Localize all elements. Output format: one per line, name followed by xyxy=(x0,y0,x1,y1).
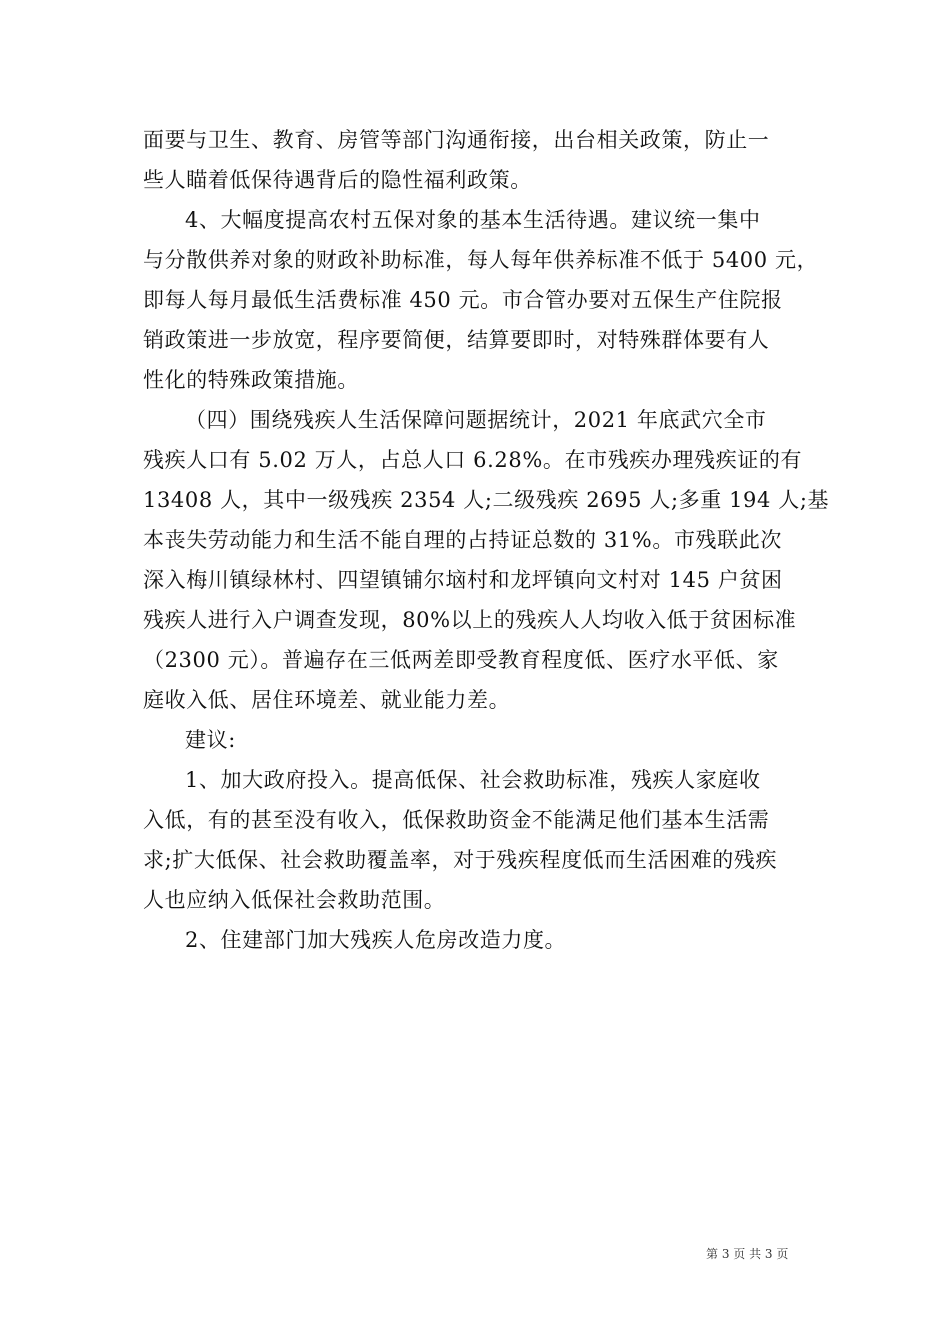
text-line-15: 庭收入低、居住环境差、就业能力差。 xyxy=(143,688,511,712)
text-line-21: 2、住建部门加大残疾人危房改造力度。 xyxy=(185,928,567,952)
text-line-18: 入低，有的甚至没有收入，低保救助资金不能满足他们基本生活需 xyxy=(143,808,770,832)
text-line-14: （2300 元）。普遍存在三低两差即受教育程度低、医疗水平低、家 xyxy=(143,648,779,672)
text-line-3: 4、大幅度提高农村五保对象的基本生活待遇。建议统一集中 xyxy=(185,208,761,232)
text-line-6: 销政策进一步放宽，程序要简便，结算要即时，对特殊群体要有人 xyxy=(143,328,770,352)
document-body xyxy=(143,120,830,960)
text-line-5: 即每人每月最低生活费标准 450 元。市合管办要对五保生产住院报 xyxy=(143,288,783,312)
text-line-17: 1、加大政府投入。提高低保、社会救助标准，残疾人家庭收 xyxy=(185,768,761,792)
text-line-2: 些人瞄着低保待遇背后的隐性福利政策。 xyxy=(143,168,532,192)
text-line-4: 与分散供养对象的财政补助标准，每人每年供养标准不低于 5400 元， xyxy=(143,248,819,272)
page-number-footer: 第 3 页 共 3 页 xyxy=(706,1247,789,1261)
text-line-10: 13408 人，其中一级残疾 2354 人;二级残疾 2695 人;多重 194 人;基 xyxy=(143,488,830,512)
text-line-19: 求;扩大低保、社会救助覆盖率，对于残疾程度低而生活困难的残疾 xyxy=(143,848,778,872)
text-line-1: 面要与卫生、教育、房管等部门沟通衔接，出台相关政策，防止一 xyxy=(143,128,770,152)
text-line-12: 深入梅川镇绿林村、四望镇铺尔垴村和龙坪镇向文村对 145 户贫困 xyxy=(143,568,783,592)
text-line-13: 残疾人进行入户调查发现，80%以上的残疾人人均收入低于贫困标准 xyxy=(143,608,797,632)
text-line-20: 人也应纳入低保社会救助范围。 xyxy=(143,888,446,912)
text-line-11: 本丧失劳动能力和生活不能自理的占持证总数的 31%。市残联此次 xyxy=(143,528,782,552)
text-line-9: 残疾人口有 5.02 万人，占总人口 6.28%。在市残疾办理残疾证的有 xyxy=(143,448,803,472)
text-line-8: （四）围绕残疾人生活保障问题据统计，2021 年底武穴全市 xyxy=(185,408,767,432)
text-line-7: 性化的特殊政策措施。 xyxy=(143,368,359,392)
text-line-16: 建议: xyxy=(185,728,236,752)
